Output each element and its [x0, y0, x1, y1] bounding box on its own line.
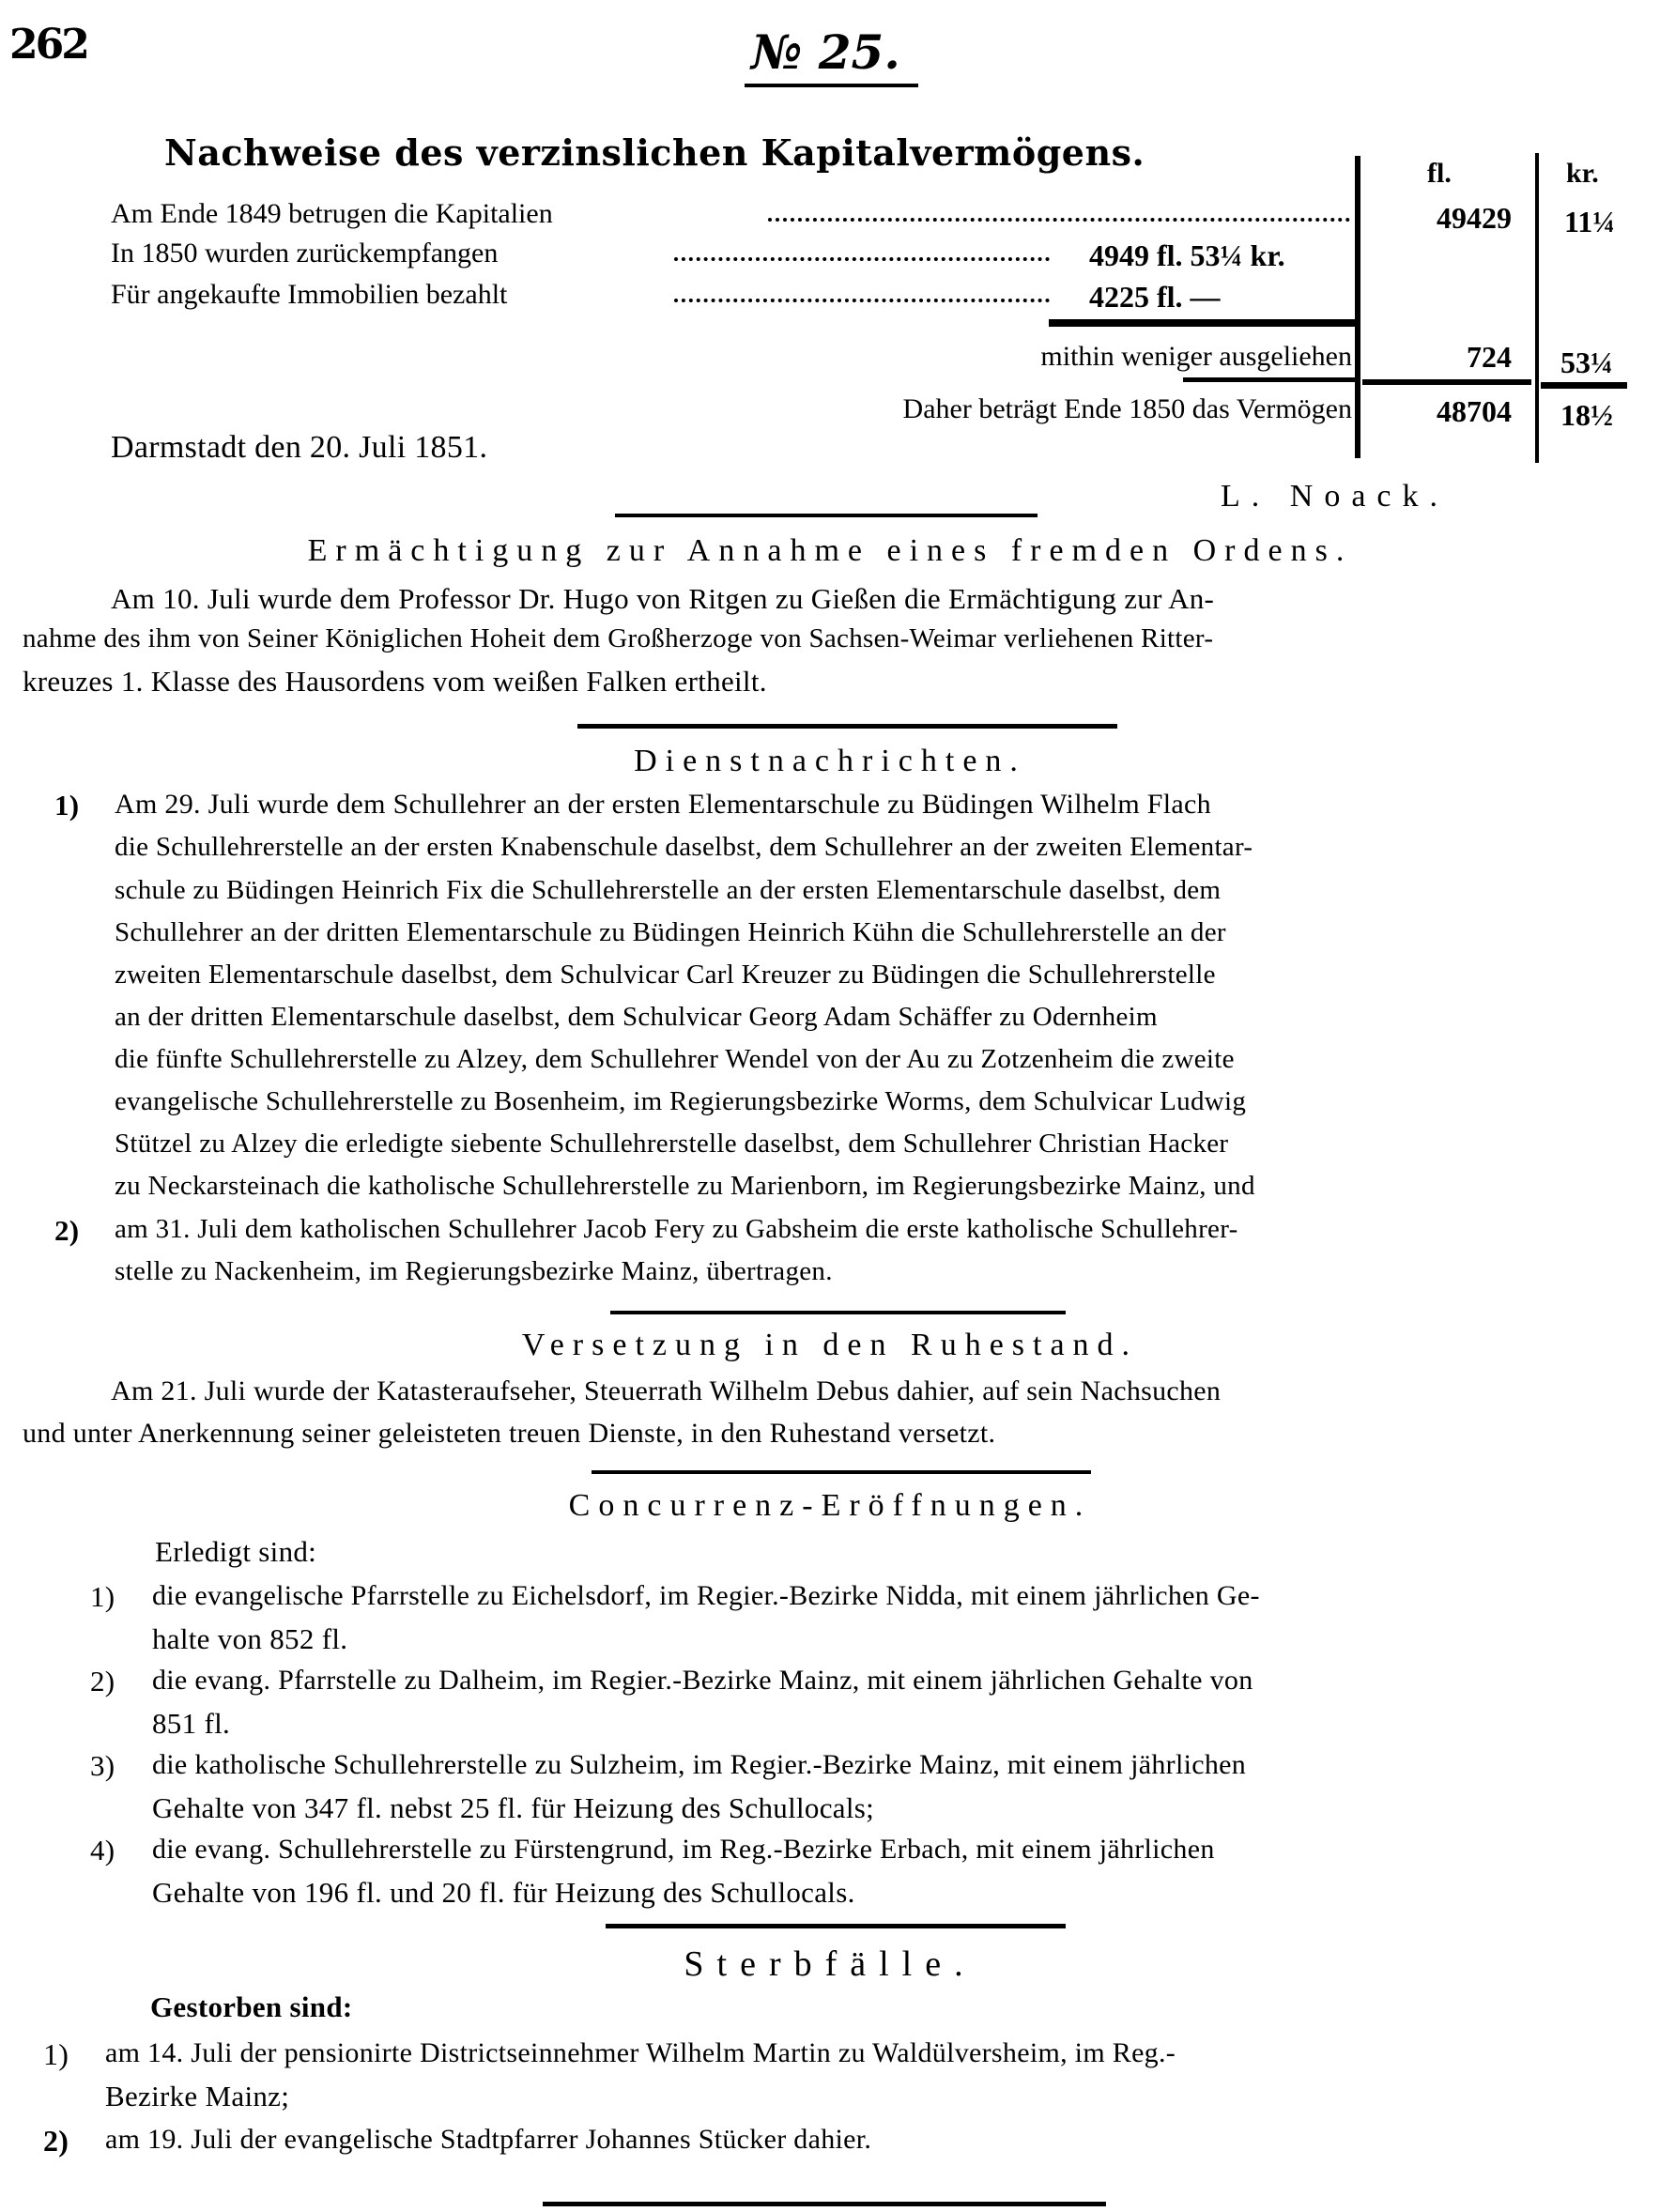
signature: L. Noack.	[1221, 479, 1450, 514]
section-heading-order: Ermächtigung zur Annahme eines fremden Ordens.	[307, 533, 1353, 568]
list-item-line: Gehalte von 347 fl. nebst 25 fl. für Heizung des Schullocals;	[152, 1791, 875, 1824]
list-item-line: die evang. Schullehrerstelle zu Fürstengrund, im Reg.-Bezirke Erbach, mit einem jährlichen	[152, 1834, 1215, 1865]
table-divider-main	[1355, 156, 1360, 458]
list-item-line: am 19. Juli der evangelische Stadtpfarrer Johannes Stücker dahier.	[105, 2124, 872, 2155]
section-divider	[610, 1311, 1066, 1314]
paragraph-line: Am 21. Juli wurde der Katasteraufseher, Steuerrath Wilhelm Debus dahier, auf sein Nachsuchen	[111, 1375, 1222, 1406]
section-heading-retirement: Versetzung in den Ruhestand.	[521, 1328, 1139, 1362]
paragraph-line: schule zu Büdingen Heinrich Fix die Schullehrerstelle an der ersten Elementarschule daselbst, dem	[115, 875, 1222, 905]
total-rule-kr	[1541, 382, 1627, 389]
issue-underline	[745, 84, 918, 87]
list-item-line: am 14. Juli der pensionirte Districtseinnehmer Wilhelm Martin zu Waldülversheim, im Reg.-	[105, 2037, 1176, 2068]
subtotal-rule	[1049, 319, 1355, 327]
paragraph-line: die fünfte Schullehrerstelle zu Alzey, dem Schullehrer Wendel von der Au zu Zotzenheim die zweite	[115, 1044, 1235, 1074]
section-divider	[543, 2202, 1106, 2206]
statement-row-label: In 1850 wurden zurückempfangen	[111, 238, 499, 269]
section-divider	[592, 1470, 1091, 1474]
statement-row-inner: 4225 fl. —	[1089, 280, 1221, 314]
list-marker: 1)	[90, 1580, 115, 1613]
paragraph-line: Am 29. Juli wurde dem Schullehrer an der ersten Elementarschule zu Büdingen Wilhelm Flach	[115, 789, 1211, 820]
section-heading-deaths: Sterbfälle.	[684, 1944, 976, 1984]
column-header-kr: kr.	[1566, 158, 1599, 189]
list-marker: 2)	[43, 2124, 69, 2158]
table-divider-kr	[1535, 153, 1539, 463]
statement-row-label: Daher beträgt Ende 1850 das Vermögen	[902, 393, 1352, 424]
paragraph-line: Schullehrer an der dritten Elementarschule zu Büdingen Heinrich Kühn die Schullehrerstelle an der	[115, 917, 1226, 947]
total-rule-label	[1183, 377, 1355, 382]
statement-row-fl: 49429	[1437, 201, 1512, 235]
list-intro: Erledigt sind:	[155, 1535, 317, 1568]
statement-row-label: mithin weniger ausgeliehen	[1040, 341, 1352, 372]
issue-number: № 25.	[751, 24, 900, 80]
paragraph-line: kreuzes 1. Klasse des Hausordens vom weißen Falken ertheilt.	[23, 665, 767, 698]
paragraph-line: evangelische Schullehrerstelle zu Bosenheim, im Regierungsbezirke Worms, dem Schulvicar Ludwig	[115, 1086, 1247, 1116]
place-date: Darmstadt den 20. Juli 1851.	[111, 430, 488, 465]
list-marker: 2)	[90, 1665, 115, 1697]
list-item-line: Gehalte von 196 fl. und 20 fl. für Heizung des Schullocals.	[152, 1876, 855, 1909]
paragraph-line: Stützel zu Alzey die erledigte siebente Schullehrerstelle daselbst, dem Schullehrer Christian Hacker	[115, 1129, 1229, 1159]
statement-row-label: Am Ende 1849 betrugen die Kapitalien	[111, 198, 553, 229]
statement-row-label: Für angekaufte Immobilien bezahlt	[111, 279, 508, 310]
list-marker: 1)	[54, 789, 80, 822]
list-marker: 1)	[43, 2037, 69, 2071]
list-item-line: die evang. Pfarrstelle zu Dalheim, im Regier.-Bezirke Mainz, mit einem jährlichen Gehalte von	[152, 1665, 1253, 1696]
list-intro: Gestorben sind:	[150, 1990, 353, 2023]
section-divider	[577, 724, 1117, 729]
list-item-line: 851 fl.	[152, 1707, 231, 1740]
total-rule-fl	[1362, 379, 1531, 385]
list-marker: 3)	[90, 1749, 115, 1782]
leader-dots	[674, 257, 1050, 261]
statement-row-kr: 11¼	[1564, 205, 1616, 238]
section-divider	[615, 514, 1038, 517]
statement-row-inner: 4949 fl. 53¼ kr.	[1089, 238, 1285, 272]
paragraph-line: zweiten Elementarschule daselbst, dem Schulvicar Carl Kreuzer zu Büdingen die Schullehrerstelle	[115, 960, 1216, 990]
list-item-line: die evangelische Pfarrstelle zu Eichelsdorf, im Regier.-Bezirke Nidda, mit einem jährlichen Ge-	[152, 1580, 1260, 1611]
statement-row-kr: 18½	[1560, 398, 1613, 432]
paragraph-line: nahme des ihm von Seiner Königlichen Hoheit dem Großherzoge von Sachsen-Weimar verliehenen Ritter-	[23, 623, 1214, 653]
list-item-line: Bezirke Mainz;	[105, 2080, 290, 2112]
paragraph-line: zu Neckarsteinach die katholische Schullehrerstelle zu Marienborn, im Regierungsbezirke Mainz, und	[115, 1171, 1255, 1201]
column-header-fl: fl.	[1427, 158, 1452, 189]
section-divider	[606, 1924, 1066, 1928]
paragraph-line: stelle zu Nackenheim, im Regierungsbezirke Mainz, übertragen.	[115, 1256, 833, 1286]
section-heading-vacancies: Concurrenz-Eröffnungen.	[568, 1488, 1092, 1523]
paragraph-line: am 31. Juli dem katholischen Schullehrer Jacob Fery zu Gabsheim die erste katholische Schullehrer-	[115, 1214, 1238, 1244]
list-marker: 4)	[90, 1834, 115, 1866]
statement-row-fl: 724	[1467, 340, 1512, 374]
statement-row-fl: 48704	[1437, 394, 1512, 428]
paragraph-line: die Schullehrerstelle an der ersten Knabenschule daselbst, dem Schullehrer an der zweiten Elementar-	[115, 832, 1253, 862]
statement-row-kr: 53¼	[1560, 346, 1613, 379]
paragraph-line: und unter Anerkennung seiner geleisteten treuen Dienste, in den Ruhestand versetzt.	[23, 1418, 996, 1449]
section-heading-service: Dienstnachrichten.	[634, 744, 1026, 778]
leader-dots	[674, 299, 1050, 302]
paragraph-line: an der dritten Elementarschule daselbst, dem Schulvicar Georg Adam Schäffer zu Odernheim	[115, 1002, 1158, 1032]
leader-dots	[768, 218, 1350, 222]
list-item-line: die katholische Schullehrerstelle zu Sulzheim, im Regier.-Bezirke Mainz, mit einem jährlichen	[152, 1749, 1247, 1780]
statement-title: Nachweise des verzinslichen Kapitalvermögens.	[164, 131, 1145, 174]
page-number: 262	[9, 21, 87, 69]
list-marker: 2)	[54, 1214, 80, 1247]
paragraph-line: Am 10. Juli wurde dem Professor Dr. Hugo von Ritgen zu Gießen die Ermächtigung zur An-	[111, 582, 1215, 615]
list-item-line: halte von 852 fl.	[152, 1622, 348, 1655]
